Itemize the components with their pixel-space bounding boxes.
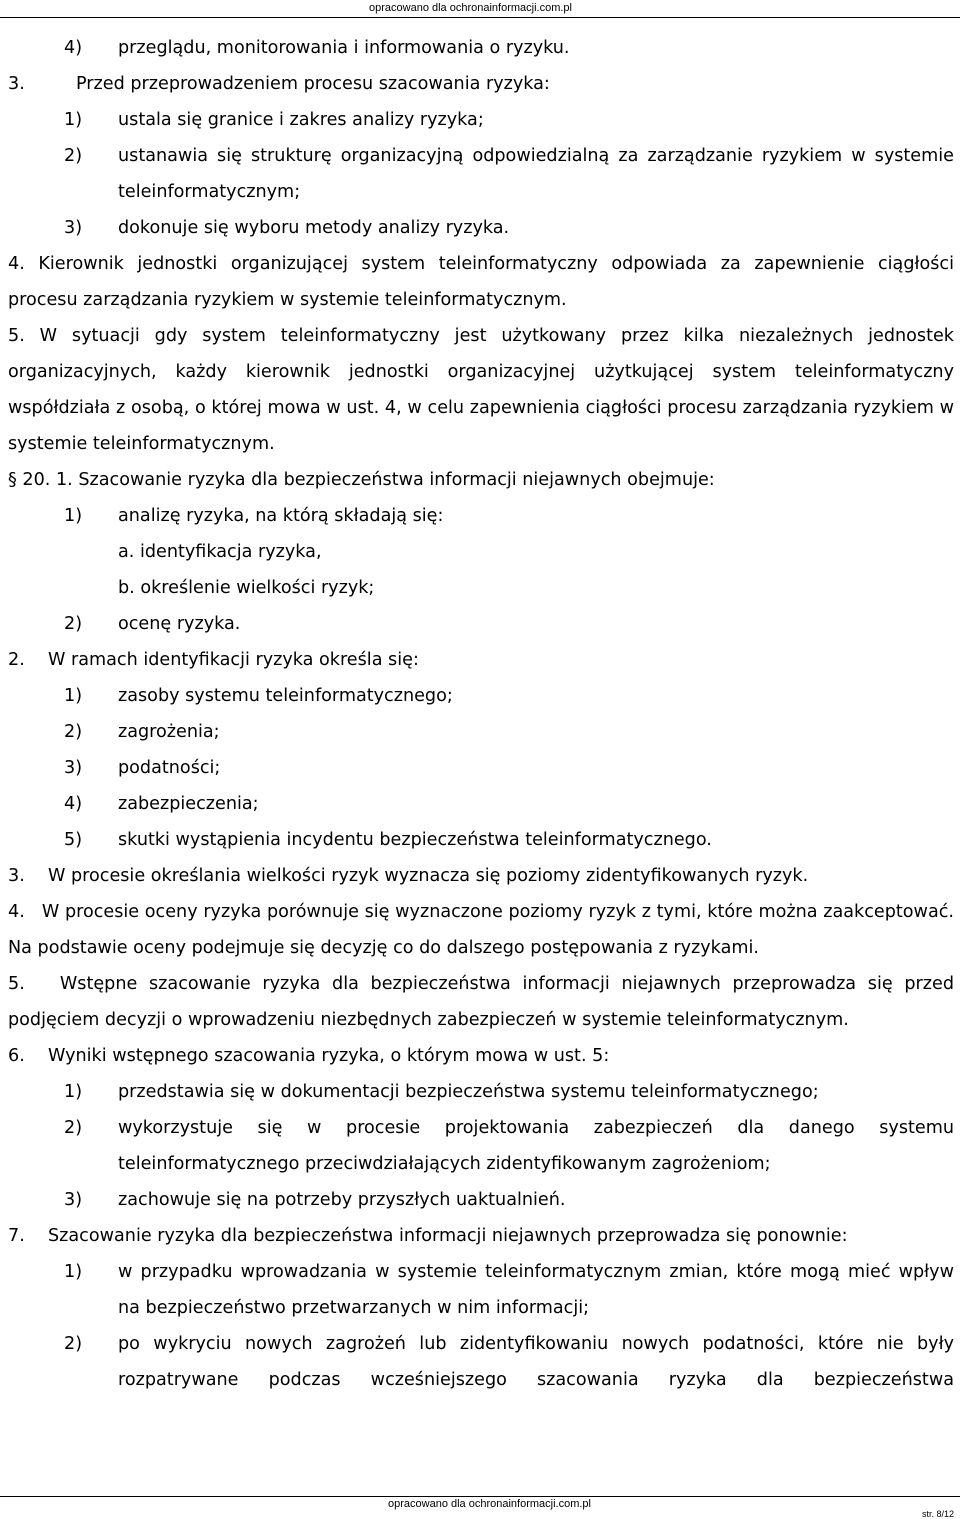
page-number: str. 8/12 (921, 1509, 954, 1519)
list-item: 2) ocenę ryzyka. (64, 614, 241, 634)
section-20-paragraph-5: 5. Wstępne szacowanie ryzyka dla bezpieczeństwa informacji niejawnych przeprowadza się przed podjęciem decyzji o wprowadzeniu niezbędnych zabezpieczeń w systemie teleinformatycznym. (8, 974, 960, 1030)
paragraph-ust4: 4. Kierownik jednostki organizującej system teleinformatyczny odpowiada za zapewnienie ciągłości procesu zarządzania ryzykiem w systemie teleinformatycznym. (8, 254, 954, 310)
list-item: 2) ustanawia się strukturę organizacyjną odpowiedzialną za zarządzanie ryzykiem w systemie teleinformatycznym; (64, 146, 954, 202)
section-20-paragraph-4: 4. W procesie oceny ryzyka porównuje się wyznaczone poziomy ryzyk z tymi, które można zaakceptować. Na podstawie oceny podejmuje się decyzję co do dalszego postępowania z ryzykami. (8, 902, 960, 958)
list-item: 5) skutki wystąpienia incydentu bezpieczeństwa teleinformatycznego. (64, 830, 712, 850)
list-item: 3) zachowuje się na potrzeby przyszłych uaktualnień. (64, 1190, 566, 1210)
list-item: 2) zagrożenia; (64, 722, 220, 742)
list-item: 4) przeglądu, monitorowania i informowania o ryzyku. (64, 38, 570, 58)
section-20-paragraph-7: 7. Szacowanie ryzyka dla bezpieczeństwa informacji niejawnych przeprowadza się ponownie: (8, 1226, 848, 1246)
paragraph-ust3: 3. Przed przeprowadzeniem procesu szacowania ryzyka: (8, 74, 550, 94)
list-item: 1) przedstawia się w dokumentacji bezpieczeństwa systemu teleinformatycznego; (64, 1082, 819, 1102)
section-20-paragraph-1: § 20. 1. Szacowanie ryzyka dla bezpieczeństwa informacji niejawnych obejmuje: (8, 470, 715, 490)
list-item: 1) w przypadku wprowadzania w systemie teleinformatycznym zmian, które mogą mieć wpływ na bezpieczeństwo przetwarzanych w nim informacji; (64, 1262, 954, 1318)
list-item: 1) zasoby systemu teleinformatycznego; (64, 686, 453, 706)
header-source: opracowano dla ochronainformacji.com.pl (369, 2, 572, 14)
footer-divider (0, 1496, 960, 1497)
header-divider (0, 17, 960, 18)
page-header (0, 2, 960, 20)
footer-source: opracowano dla ochronainformacji.com.pl (388, 1498, 591, 1510)
section-20-paragraph-2: 2. W ramach identyfikacji ryzyka określa się: (8, 650, 419, 670)
list-item: 3) dokonuje się wyboru metody analizy ryzyka. (64, 218, 510, 238)
list-item: 1) analizę ryzyka, na którą składają się: (64, 506, 444, 526)
section-20-paragraph-3: 3. W procesie określania wielkości ryzyk wyznacza się poziomy zidentyfikowanych ryzyk. (8, 866, 809, 886)
paragraph-ust5: 5. W sytuacji gdy system teleinformatyczny jest użytkowany przez kilka niezależnych jednostek organizacyjnych, każdy kierownik jednostki organizacyjnej użytkującej system teleinformatyczny współdziała z osobą, o której mowa w ust. 4, w celu zapewnienia ciągłości procesu zarządzania ryzykiem w systemie teleinformatycznym. (8, 326, 954, 454)
list-item: 2) po wykryciu nowych zagrożeń lub zidentyfikowaniu nowych podatności, które nie były rozpatrywane podczas wcześniejszego szacowania ryzyka dla bezpieczeństwa (64, 1334, 954, 1390)
list-item: 4) zabezpieczenia; (64, 794, 259, 814)
section-20-paragraph-6: 6. Wyniki wstępnego szacowania ryzyka, o którym mowa w ust. 5: (8, 1046, 610, 1066)
document-body (8, 30, 960, 1398)
page-footer (0, 1488, 960, 1519)
sub-list-item: a. identyfikacja ryzyka, (118, 542, 322, 562)
sub-list-item: b. określenie wielkości ryzyk; (118, 578, 375, 598)
list-item: 3) podatności; (64, 758, 221, 778)
list-item: 1) ustala się granice i zakres analizy ryzyka; (64, 110, 484, 130)
list-item: 2) wykorzystuje się w procesie projektowania zabezpieczeń dla danego systemu teleinformatycznego przeciwdziałających zidentyfikowanym zagrożeniom; (64, 1118, 954, 1174)
